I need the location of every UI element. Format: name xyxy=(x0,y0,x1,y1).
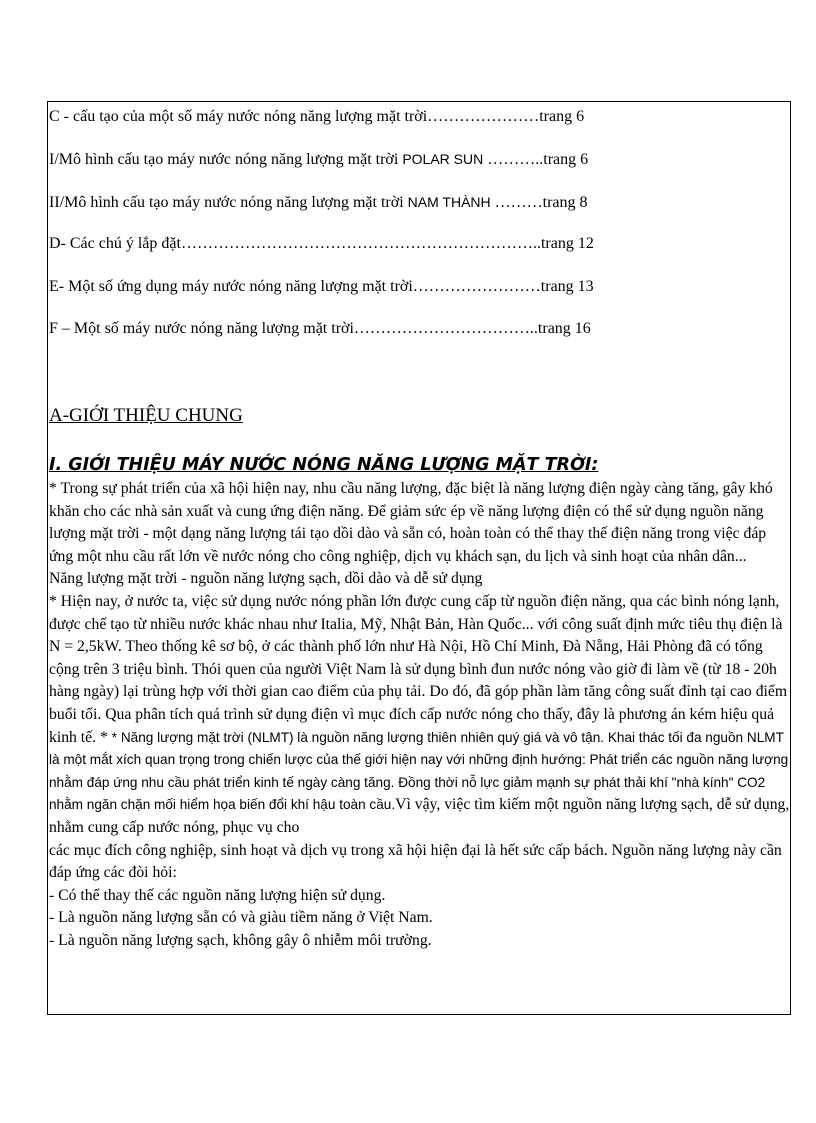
paragraph-current-usage xyxy=(49,591,791,840)
toc-entry-page: ………trang 8 xyxy=(490,194,588,211)
bullet-item: - Có thể thay thế các nguồn năng lượng hiện sử dụng. xyxy=(49,886,386,904)
toc-entry-d: D- Các chú ý lắp đặt…………………………………………………………..trang 12 xyxy=(49,235,594,252)
toc-entry-polar-sun xyxy=(49,149,588,170)
toc-entry-page: ………..trang 6 xyxy=(483,151,589,168)
body-text xyxy=(49,478,791,952)
paragraph-tagline: Năng lượng mặt trời - nguồn năng lượng sạch, dồi dào và dễ sử dụng xyxy=(49,570,483,588)
paragraph-requirements: các mục đích công nghiệp, sinh hoạt và dịch vụ trong xã hội hiện đại là hết sức cấp bách. Nguồn năng lượng này cần đáp ứng các đòi hỏi: xyxy=(49,841,782,882)
brand-name: POLAR SUN xyxy=(402,151,484,167)
text-nlmt-quote: * Năng lượng mặt trời (NLMT) là nguồn năng lượng thiên nhiên quý giá và vô tận. Khai thác tối đa nguồn NLMT là một mắt xích quan trọng trong chiến lược của thế giới hiện nay với những định hướng: Phát triển các nguồn năng lượng nhằm đáp ứng nhu cầu phát triển kinh tế ngày càng tăng. Đồng thời nỗ lực giảm mạnh sự phát thải khí "nhà kính" CO2 nhằm ngăn chặn mối hiểm họa biến đổi khí hậu toàn cầu. xyxy=(49,729,789,813)
toc-entry-f: F – Một số máy nước nóng năng lượng mặt trời……………………………..trang 16 xyxy=(49,320,591,337)
brand-name: NAM THÀNH xyxy=(407,194,491,210)
toc-entry-label: I/Mô hình cấu tạo máy nước nóng năng lượng mặt trời xyxy=(49,151,403,168)
section-a-heading: A-GIỚI THIỆU CHUNG xyxy=(49,405,243,426)
paragraph-intro: * Trong sự phát triển của xã hội hiện nay, nhu cầu năng lượng, đặc biệt là năng lượng điện ngày càng tăng, gây khó khăn cho các nhà sản xuất và cung ứng điện năng. Để giảm sức ép về năng lượng điện có thể sử dụng nguồn năng lượng mặt trời - một dạng năng lượng tái tạo dồi dào và sẵn có, hoàn toàn có thể thay thế điện năng trong việc đáp ứng một nhu cầu rất lớn về nước nóng cho công nghiệp, dịch vụ khách sạn, du lịch và sinh hoạt của nhân dân... xyxy=(49,480,773,565)
text-serif-tail: Vì vậy, việc tìm kiếm một nguồn năng lượng sạch, dễ sử dụng, nhằm cung cấp nước nóng, phục vụ cho xyxy=(49,796,790,836)
document-frame xyxy=(47,101,791,1015)
toc-entry-nam-thanh xyxy=(49,192,588,213)
toc-entry-label: II/Mô hình cấu tạo máy nước nóng năng lượng mặt trời xyxy=(49,194,408,211)
text-serif: * Hiện nay, ở nước ta, việc sử dụng nước nóng phần lớn được cung cấp từ nguồn điện năng, qua các bình nóng lạnh, được chế tạo từ nhiều nước khác nhau như Italia, Mỹ, Nhật Bản, Hàn Quốc... với công suất định mức tiêu thụ điện là N = 2,5kW. Theo thống kê sơ bộ, ở các thành phố lớn như Hà Nội, Hồ Chí Minh, Đà Nẵng, Hải Phòng đã có tổng cộng trên 3 triệu bình. Thói quen của người Việt Nam là sử dụng bình đun nước nóng vào giờ đi làm về (từ 18 - 20h hàng ngày) lại trùng hợp với thời gian cao điểm của phụ tải. Do đó, đã góp phần làm tăng công suất đỉnh tại cao điểm buổi tối. Qua phân tích quá trình sử dụng điện vì mục đích cấp nước nóng cho thấy, đây là phương án kém hiệu quả kinh tế. * xyxy=(49,592,788,746)
section-i-heading: I. GIỚI THIỆU MÁY NƯỚC NÓNG NĂNG LƯỢNG MẶT TRỜI: xyxy=(49,455,599,475)
toc-entry-e: E- Một số ứng dụng máy nước nóng năng lượng mặt trời……………………trang 13 xyxy=(49,278,594,295)
bullet-item: - Là nguồn năng lượng sạch, không gây ô nhiễm môi trường. xyxy=(49,931,432,949)
bullet-item: - Là nguồn năng lượng sẵn có và giàu tiềm năng ở Việt Nam. xyxy=(49,909,433,927)
toc-entry-c: C - cấu tạo của một số máy nước nóng năng lượng mặt trời…………………trang 6 xyxy=(49,108,585,125)
